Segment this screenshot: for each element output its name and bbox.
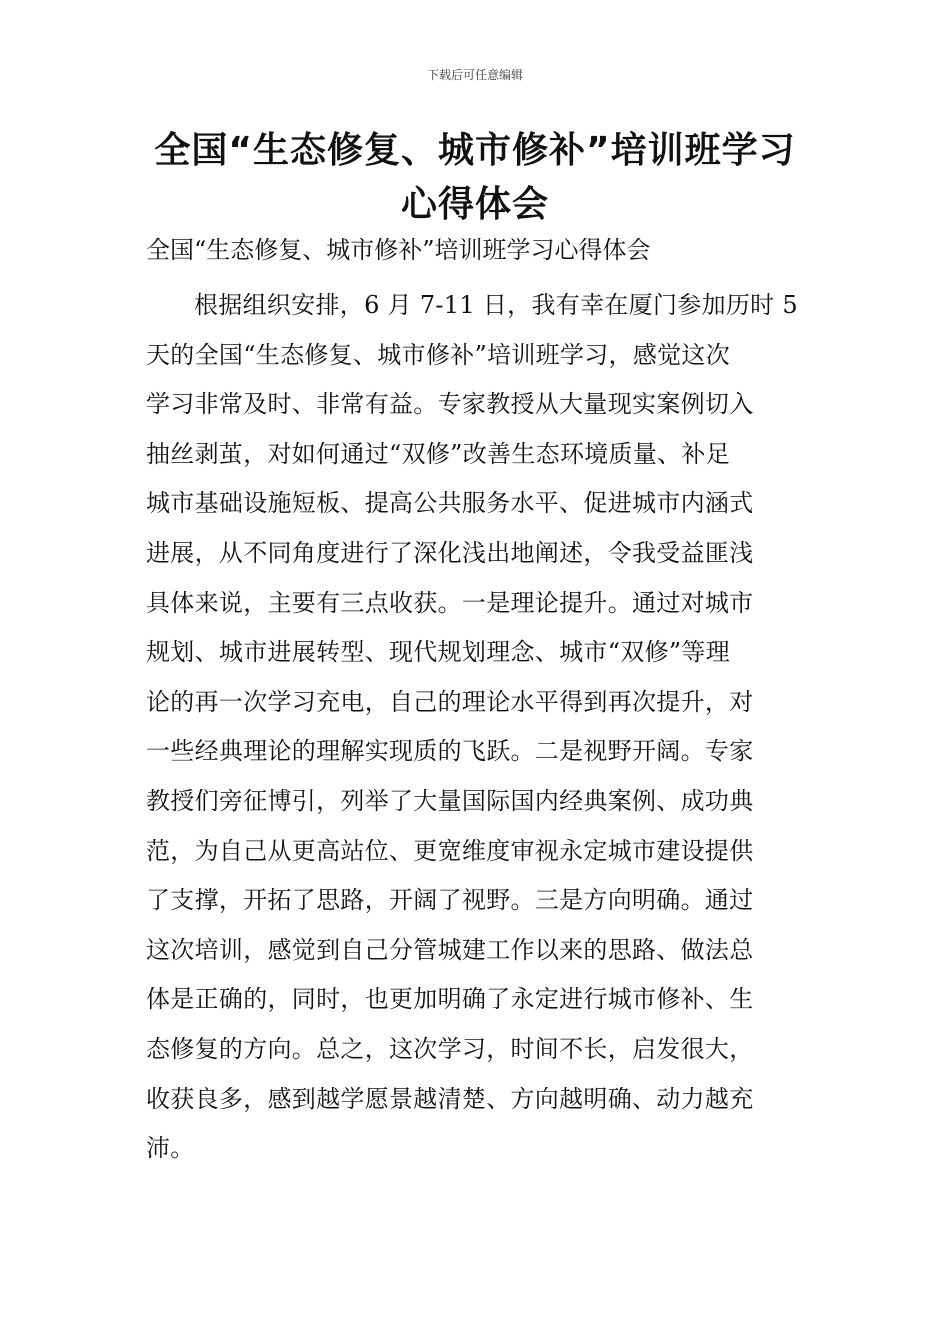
body-line: 天的全国“生态修复、城市修补”培训班学习，感觉这次 xyxy=(146,340,731,369)
body-line: 进展，从不同角度进行了深化浅出地阐述，令我受益匪浅 xyxy=(146,538,754,567)
body-line: 范，为自己从更高站位、更宽维度审视永定城市建设提供 xyxy=(146,836,754,865)
body-line: 抽丝剥茧，对如何通过“双修”改善生态环境质量、补足 xyxy=(146,439,731,468)
body-line: 教授们旁征博引，列举了大量国际国内经典案例、成功典 xyxy=(146,786,754,815)
body-line: 体是正确的，同时，也更加明确了永定进行城市修补、生 xyxy=(146,985,754,1014)
body-line: 了支撑，开拓了思路，开阔了视野。三是方向明确。通过 xyxy=(146,886,754,915)
document-title xyxy=(145,124,805,232)
body-line: 一些经典理论的理解实现质的飞跃。二是视野开阔。专家 xyxy=(146,737,754,766)
body-line: 城市基础设施短板、提高公共服务水平、促进城市内涵式 xyxy=(146,489,754,518)
body-line: 这次培训，感觉到自己分管城建工作以来的思路、做法总 xyxy=(146,935,754,964)
body-line: 态修复的方向。总之，这次学习，时间不长，启发很大， xyxy=(146,1034,754,1063)
body-line: 收获良多，感到越学愿景越清楚、方向越明确、动力越充 xyxy=(146,1084,754,1113)
body-line: 论的再一次学习充电，自己的理论水平得到再次提升，对 xyxy=(146,687,754,716)
body-paragraph xyxy=(146,281,816,1174)
body-line: 根据组织安排，6 月 7-11 日，我有幸在厦门参加历时 5 xyxy=(194,291,798,319)
body-line: 沛。 xyxy=(146,1134,195,1163)
title-line-1: 全国“生态修复、城市修补”培训班学习 xyxy=(154,130,796,171)
body-line: 具体来说，主要有三点收获。一是理论提升。通过对城市 xyxy=(146,588,754,617)
body-line: 规划、城市进展转型、现代规划理念、城市“双修”等理 xyxy=(146,638,731,667)
header-note: 下载后可任意编辑 xyxy=(426,68,523,82)
title-line-2: 心得体会 xyxy=(400,184,549,225)
document-subtitle: 全国“生态修复、城市修补”培训班学习心得体会 xyxy=(146,236,651,264)
body-line: 学习非常及时、非常有益。专家教授从大量现实案例切入 xyxy=(146,390,754,419)
